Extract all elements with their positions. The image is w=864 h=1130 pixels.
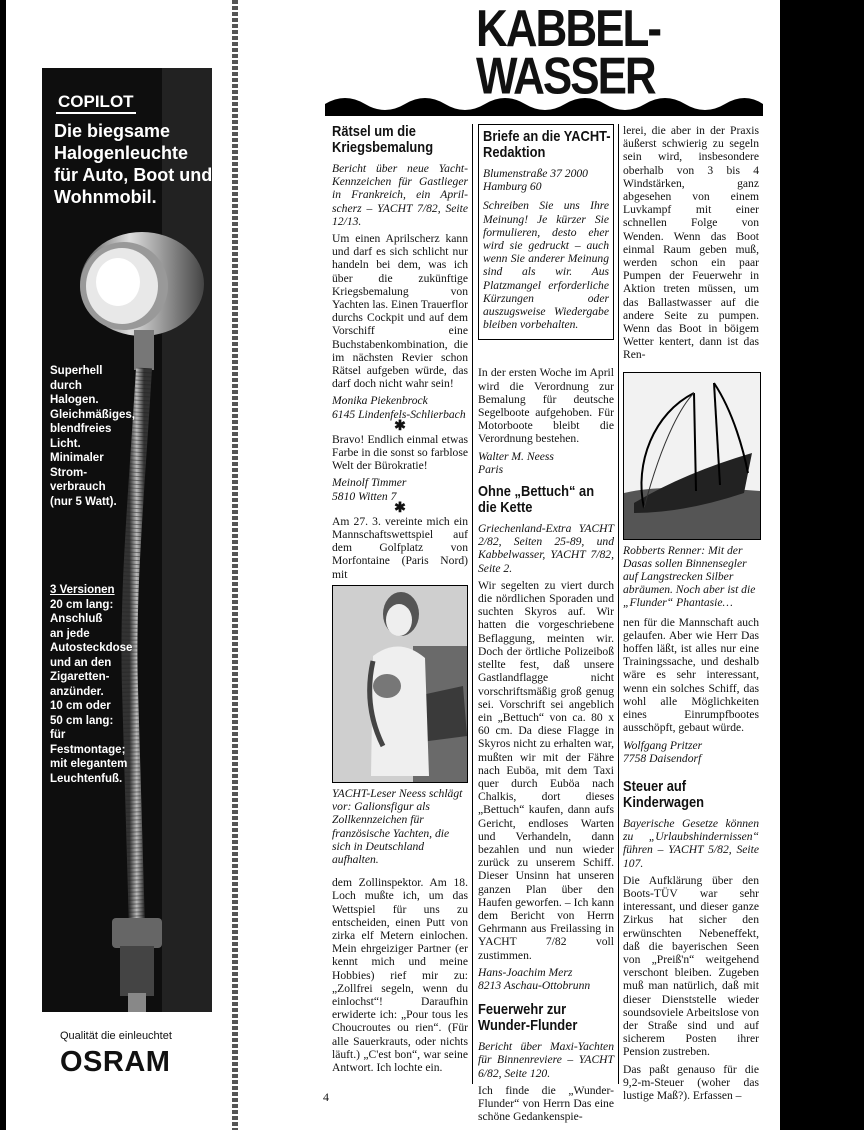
copilot-advertisement [42, 68, 212, 1012]
photo-caption: YACHT-Leser Neess schlägt vor: Galionsfigur als Zollkennzeichen für französische Yachten, die sich in Deutschland aufhalten. [332, 786, 463, 866]
ad-feature-line: Licht. [50, 437, 81, 450]
ad-feature-line: blendfreies [50, 423, 112, 435]
ad-versions [50, 583, 133, 786]
figurehead-photo [332, 585, 468, 783]
letter-paragraph: Das paßt genauso für die 9,2-m-Steuer (woher das lustige Maß?). Erfassen – [623, 1062, 759, 1102]
ad-versions-heading: 3 Versionen [50, 584, 115, 596]
ad-slogan: Die biegsame Halogenleuchte für Auto, Boot und Wohnmobil. [54, 121, 212, 207]
letter-signature-place: 6145 Lindenfels-Schlierbach [332, 407, 466, 421]
letter-paragraph: Um einen Aprilscherz kann und darf es sich schlicht nur handeln bei dem, was ich über die zukünftige Kriegsbemalung von Yachten las. Einen Trauerflor durchs Cockpit und auf dem Vorschiff eine Buchstabenkombination, die im nächsten Revier schon Rätsel aufgeben würde, das darf doch nicht wahr sein! [332, 232, 468, 391]
letter-paragraph: dem Zollinspektor. Am 18. Loch mußte ich, um das Wettspiel für uns zu entscheiden, einen Putt von zirka elf Metern einlochen. Mein ehrgeiziger Partner (er kennt mich und meine Hobbies) rief mir zu: „Zollfrei segeln, wenn du einlochst“! Daraufhin erwiderte ich: „Pour tous les Choucroutes ou rien“. (Für alle Sauerkrauts, oder nichts läuft.) „C'est bon“, war seine Antwort. Ich lochte ein. [332, 876, 468, 1074]
ad-version-line: an jede [50, 627, 90, 640]
ad-brand-name: COPILOT [56, 92, 136, 114]
box-address: Blumenstraße 37 2000 Hamburg 60 [483, 167, 588, 194]
column-1 [332, 124, 468, 1078]
ad-version-line: 50 cm lang: [50, 714, 114, 727]
ad-version-line: 10 cm oder [50, 700, 111, 712]
column-3 [623, 124, 759, 1106]
letter-signature-name: Hans-Joachim Merz [478, 965, 573, 979]
separator-star: ✱ [394, 418, 406, 434]
box-text: Schreiben Sie uns Ihre Meinung! Je kürzer Sie formulieren, desto eher wird sie gedruckt – auch wenn Sie anderer Meinung sind als wir. Aus Platzmangel erforderliche Kürzungen oder auszugsweise Wiedergabe bleiben vorbehalten. [483, 199, 609, 332]
letter-paragraph: Ich finde die „Wunder-Flunder“ von Herrn Das eine schöne Gedankenspie- [478, 1083, 614, 1124]
ad-version-line: anzünder. [50, 685, 104, 698]
ad-version-line: Leuchtenfuß. [50, 772, 123, 785]
photo-caption: Robberts Renner: Mit der Dasas sollen Binnensegler auf Langstrecken Silber abräumen. Noch aber ist die „Flunder“ Phantasie… [623, 543, 756, 610]
letter-paragraph: In der ersten Woche im April wird die Verordnung zur Bemalung für deutsche Segelboote aufgehoben. Für Motorboote bleibt die Verordnung bestehen. [478, 366, 614, 446]
ad-feature-line: (nur 5 Watt). [50, 495, 117, 508]
ad-version-line: Zigaretten- [50, 671, 110, 683]
ad-version-line: mit elegantem [50, 758, 128, 770]
column-rule [618, 124, 619, 1084]
ad-feature-line: durch Halogen. [50, 379, 99, 406]
headline-kriegsbemalung: Rätsel um die Kriegsbemalung [332, 123, 434, 156]
letter-paragraph: Die Aufklärung über den Boots-TÜV war sehr interessant, und dieser ganze Zirkus hat sicher den erwünschten Nebeneffekt, daß die bayerischen Seen von „Preiß'n“ weitgehend verschont bleiben. Zugeben muß man natürlich, daß mit dieser Dienststelle wieder soundsoviele Arbeitslose von der Straße sind und auf sicherem Posten ihrer Pension zustreben. [623, 873, 759, 1059]
page-number: 4 [323, 1090, 329, 1104]
ad-feature-line: verbrauch [50, 481, 106, 493]
letter-paragraph: nen für die Mannschaft auch gelaufen. Aber wie Herr Das hoffen läßt, ist alles nur eine Trainingssache, und deshalb wäre es sehr interessant, wenn ein solches Schiff, das wohl alle Möglichkeiten eines Einrumpfbootes ausschöpft, gebaut würde. [623, 615, 759, 735]
scan-edge-right [780, 0, 864, 1130]
ad-maker-logo: OSRAM [60, 1046, 171, 1078]
letter-signature-name: Meinolf Timmer [332, 476, 407, 490]
ad-feature-line: Minimaler [50, 452, 104, 464]
scan-edge-left [0, 0, 6, 1130]
ad-version-line: Anschluß [50, 613, 103, 625]
ad-feature-line: Gleichmäßiges, [50, 408, 136, 421]
article-reference: Bericht über neue Yacht-Kennzeichen für Gastlieger in Frankreich, ein April-scherz – YACHT 7/82, Seite 12/13. [332, 162, 468, 228]
letter-signature-name: Wolfgang Pritzer [623, 738, 703, 752]
letters-info-box [478, 124, 614, 340]
letter-signature-place: 8213 Aschau-Ottobrunn [478, 978, 591, 992]
letter-signature-place: 5810 Witten 7 [332, 489, 397, 503]
ad-feature-line: Superhell [50, 365, 103, 377]
column-2 [478, 124, 614, 1127]
ad-tagline: Qualität die einleuchtet [60, 1030, 172, 1042]
wave-rule [325, 92, 763, 116]
box-title: Briefe an die YACHT-Redaktion [483, 128, 611, 161]
ad-version-line: und an den [50, 656, 112, 669]
letter-signature-name: Monika Piekenbrock [332, 394, 428, 408]
ad-features [50, 364, 136, 509]
ad-version-line: 20 cm lang: [50, 598, 114, 611]
headline-bettuch: Ohne „Bettuch“ an die Kette [478, 483, 595, 517]
letter-signature-place: Paris [478, 462, 504, 476]
sailboat-photo [623, 372, 761, 540]
letter-paragraph: Am 27. 3. vereinte mich ein Mannschaftswettspiel auf dem Golfplatz von Morfontaine (Paris Nord) mit [332, 514, 468, 581]
letter-paragraph: Wir segelten zu viert durch die nördlichen Sporaden und suchten Skyros auf. Wir hatten die vorgeschriebene Beflaggung, meinten wir. Doch der örtliche Polizeiboß stellte fest, daß unsere Gastlandflagge nicht vorschriftsmäßig groß genug sei. Vorschrift sei angeblich ein „Bettuch“ von ca. 80 x 60 cm. Da diese Flagge in Skyros nicht zu erhalten war, mußten wir mit der Fähre nach Euböa, mit dem Taxi quer durch Euböa nach Chalkis, dort dieses „Bettuch“ kaufen, dann aufs Gericht, endloses Warten und Verhandeln, dann bezahlen und nun wieder zurück zu unserem Schiff. Dieser Unsinn hat unseren ganzen Plan über den Haufen geworfen. – Ich kann dem Bericht von Herrn Gehrmann aus Freilassing in YACHT 7/82 voll zustimmen. [478, 578, 614, 962]
letter-signature-name: Walter M. Neess [478, 449, 554, 463]
column-rule [472, 124, 473, 1084]
separator-star: ✱ [394, 500, 406, 516]
article-reference: Bericht über Maxi-Yachten für Binnenreviere – YACHT 6/82, Seite 120. [478, 1040, 614, 1080]
page-gutter [232, 0, 238, 1130]
letter-signature-place: 7758 Daisendorf [623, 751, 702, 765]
ad-feature-line: Strom- [50, 466, 88, 479]
section-masthead [476, 0, 660, 106]
ad-version-line: Autosteckdose [50, 642, 133, 654]
letter-paragraph: Bravo! Endlich einmal etwas Farbe in die sonst so farblose Welt der Bürokratie! [332, 432, 468, 473]
ad-version-line: Festmontage; [50, 743, 126, 756]
headline-feuerwehr: Feuerwehr zur Wunder-Flunder [478, 1001, 578, 1035]
masthead-line1: KABBEL- [476, 0, 660, 58]
masthead-line2: WASSER [476, 47, 655, 106]
halogen-lamp-image [42, 68, 212, 1012]
headline-steuer: Steuer auf Kinderwagen [623, 777, 705, 811]
letter-paragraph: lerei, die aber in der Praxis äußerst schwierig zu segeln sein wird, insbesondere oberhalb von 3 bis 4 Windstärken, ganz abgesehen von einem Luvkampf mit einer schnellen Folge von Wenden. Wenn das Boot einmal Raum geben muß, werden schon ein paar Pumpen der Feuerwehr in Aktion treten müssen, um das Ballastwasser auf die andere Seite zu pumpen. Wenn das Boot in böigem Wetter kentert, dann ist das Ren- [623, 124, 759, 362]
article-reference: Bayerische Gesetze können zu „Urlaubshindernissen“ führen – YACHT 5/82, Seite 107. [623, 816, 759, 870]
ad-version-line: für [50, 729, 66, 741]
article-reference: Griechenland-Extra YACHT 2/82, Seiten 25-89, und Kabbelwasser, YACHT 7/82, Seite 2. [478, 522, 614, 575]
